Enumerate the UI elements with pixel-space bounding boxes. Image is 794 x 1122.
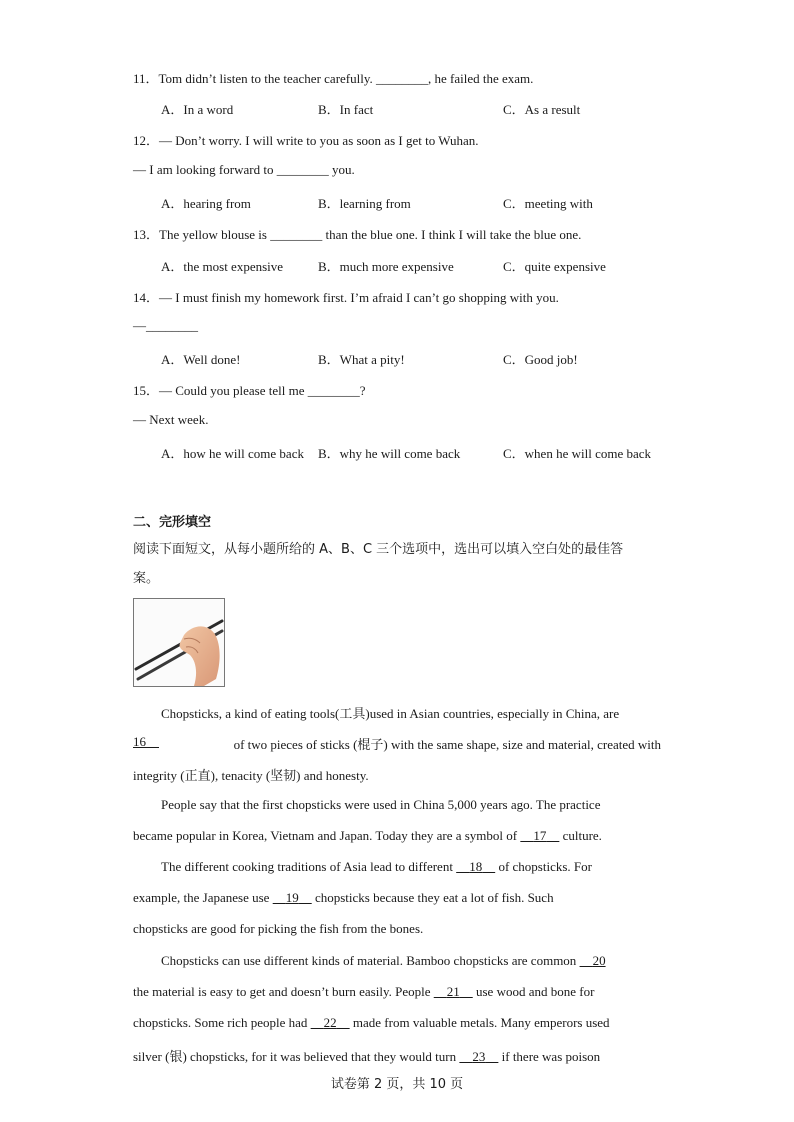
passage-p3-line1-post: of chopsticks. For (495, 859, 592, 874)
question-11-stem: 11．Tom didn’t listen to the teacher carefully. ________, he failed the exam. (133, 71, 534, 86)
question-14-option-a: A．Well done! (161, 352, 241, 367)
question-13-stem: 13．The yellow blouse is ________ than the blue one. I think I will take the blue one. (133, 227, 582, 242)
question-14-stem: 14．— I must finish my homework first. I’m afraid I can’t go shopping with you. (133, 290, 559, 305)
blank-18: 18 (469, 859, 483, 874)
question-14-reply: —________ (133, 318, 198, 333)
passage-p4-line2-post: use wood and bone for (472, 984, 595, 999)
blank-19: 19 (285, 890, 299, 905)
passage-p3-line3: chopsticks are good for picking the fish from the bones. (133, 921, 424, 936)
section-instruction-line2: 案。 (133, 571, 160, 586)
passage-p4-line2 (133, 984, 661, 1000)
blank-23: 23 (472, 1049, 486, 1064)
passage-p2-line1-text: People say that the first chopsticks were used in China 5,000 years ago. The practice (161, 797, 601, 812)
question-11-option-a: A．In a word (161, 102, 234, 117)
question-11-option-b: B．In fact (318, 102, 374, 117)
passage-p1-line3: integrity (正直), tenacity (坚韧) and honesty. (133, 768, 369, 783)
question-12-reply: — I am looking forward to ________ you. (133, 162, 355, 177)
blank-20: 20 (592, 953, 606, 968)
passage-p3-line1 (133, 859, 661, 875)
passage-p3-line2-pre: example, the Japanese use (133, 890, 273, 905)
section-instruction-line1: 阅读下面短文，从每小题所给的 A、B、C 三个选项中，选出可以填入空白处的最佳答 (133, 542, 624, 557)
passage-p4-line2-pre: the material is easy to get and doesn’t burn easily. People (133, 984, 434, 999)
passage-p4-line3-pre: chopsticks. Some rich people had (133, 1015, 311, 1030)
section-heading: 二、完形填空 (133, 515, 212, 530)
passage-p1-line2 (133, 734, 661, 753)
passage-p4-line1 (133, 953, 661, 969)
question-11-option-c: C．As a result (503, 102, 581, 117)
question-13-option-a: A．the most expensive (161, 259, 284, 274)
passage-p1-line1-text: Chopsticks, a kind of eating tools(工具)used in Asian countries, especially in China, are (161, 706, 620, 721)
question-15-option-b: B．why he will come back (318, 446, 461, 461)
passage-p4-line3 (133, 1015, 661, 1031)
passage-p4-line3-post: made from valuable metals. Many emperors used (349, 1015, 610, 1030)
question-15-option-c: C．when he will come back (503, 446, 652, 461)
passage-p1-line1 (133, 703, 661, 722)
passage-p3-line2 (133, 890, 661, 906)
question-12-option-c: C．meeting with (503, 196, 593, 211)
passage-p4-line4-pre: silver (银) chopsticks, for it was believed that they would turn (133, 1049, 460, 1064)
passage-p2-line1 (133, 797, 661, 813)
question-14-option-b: B．What a pity! (318, 352, 405, 367)
question-15-reply: — Next week. (133, 412, 209, 427)
blank-21: 21 (446, 984, 460, 999)
passage-p3-line1-pre: The different cooking traditions of Asia lead to different (161, 859, 457, 874)
chopsticks-illustration (134, 599, 224, 686)
question-14-option-c: C．Good job! (503, 352, 578, 367)
blank-16 (133, 734, 159, 753)
page-footer: 试卷第 2 页，共 10 页 (330, 1077, 464, 1092)
question-13-option-b: B．much more expensive (318, 259, 454, 274)
question-12-stem: 12．— Don’t worry. I will write to you as soon as I get to Wuhan. (133, 133, 479, 148)
question-12-option-a: A．hearing from (161, 196, 251, 211)
passage-p1-line2-text: of two pieces of sticks (棍子) with the same shape, size and material, created with (233, 737, 661, 752)
question-15-option-a: A．how he will come back (161, 446, 304, 461)
chopsticks-hand-image (133, 598, 225, 687)
blank-16-number: 16 (133, 734, 146, 749)
passage-p4-line4-post: if there was poison (498, 1049, 601, 1064)
blank-22: 22 (323, 1015, 337, 1030)
passage-p3-line2-post: chopsticks because they eat a lot of fish. Such (311, 890, 554, 905)
passage-p4-line1-pre: Chopsticks can use different kinds of material. Bamboo chopsticks are common (161, 953, 580, 968)
question-12-option-b: B．learning from (318, 196, 411, 211)
question-15-stem: 15．— Could you please tell me ________? (133, 383, 366, 398)
passage-p2-line2-pre: became popular in Korea, Vietnam and Japan. Today they are a symbol of (133, 828, 521, 843)
passage-p2-line2 (133, 828, 661, 844)
passage-p2-line2-post: culture. (559, 828, 602, 843)
blank-17: 17 (533, 828, 547, 843)
passage-p4-line4 (133, 1046, 661, 1065)
question-13-option-c: C．quite expensive (503, 259, 606, 274)
